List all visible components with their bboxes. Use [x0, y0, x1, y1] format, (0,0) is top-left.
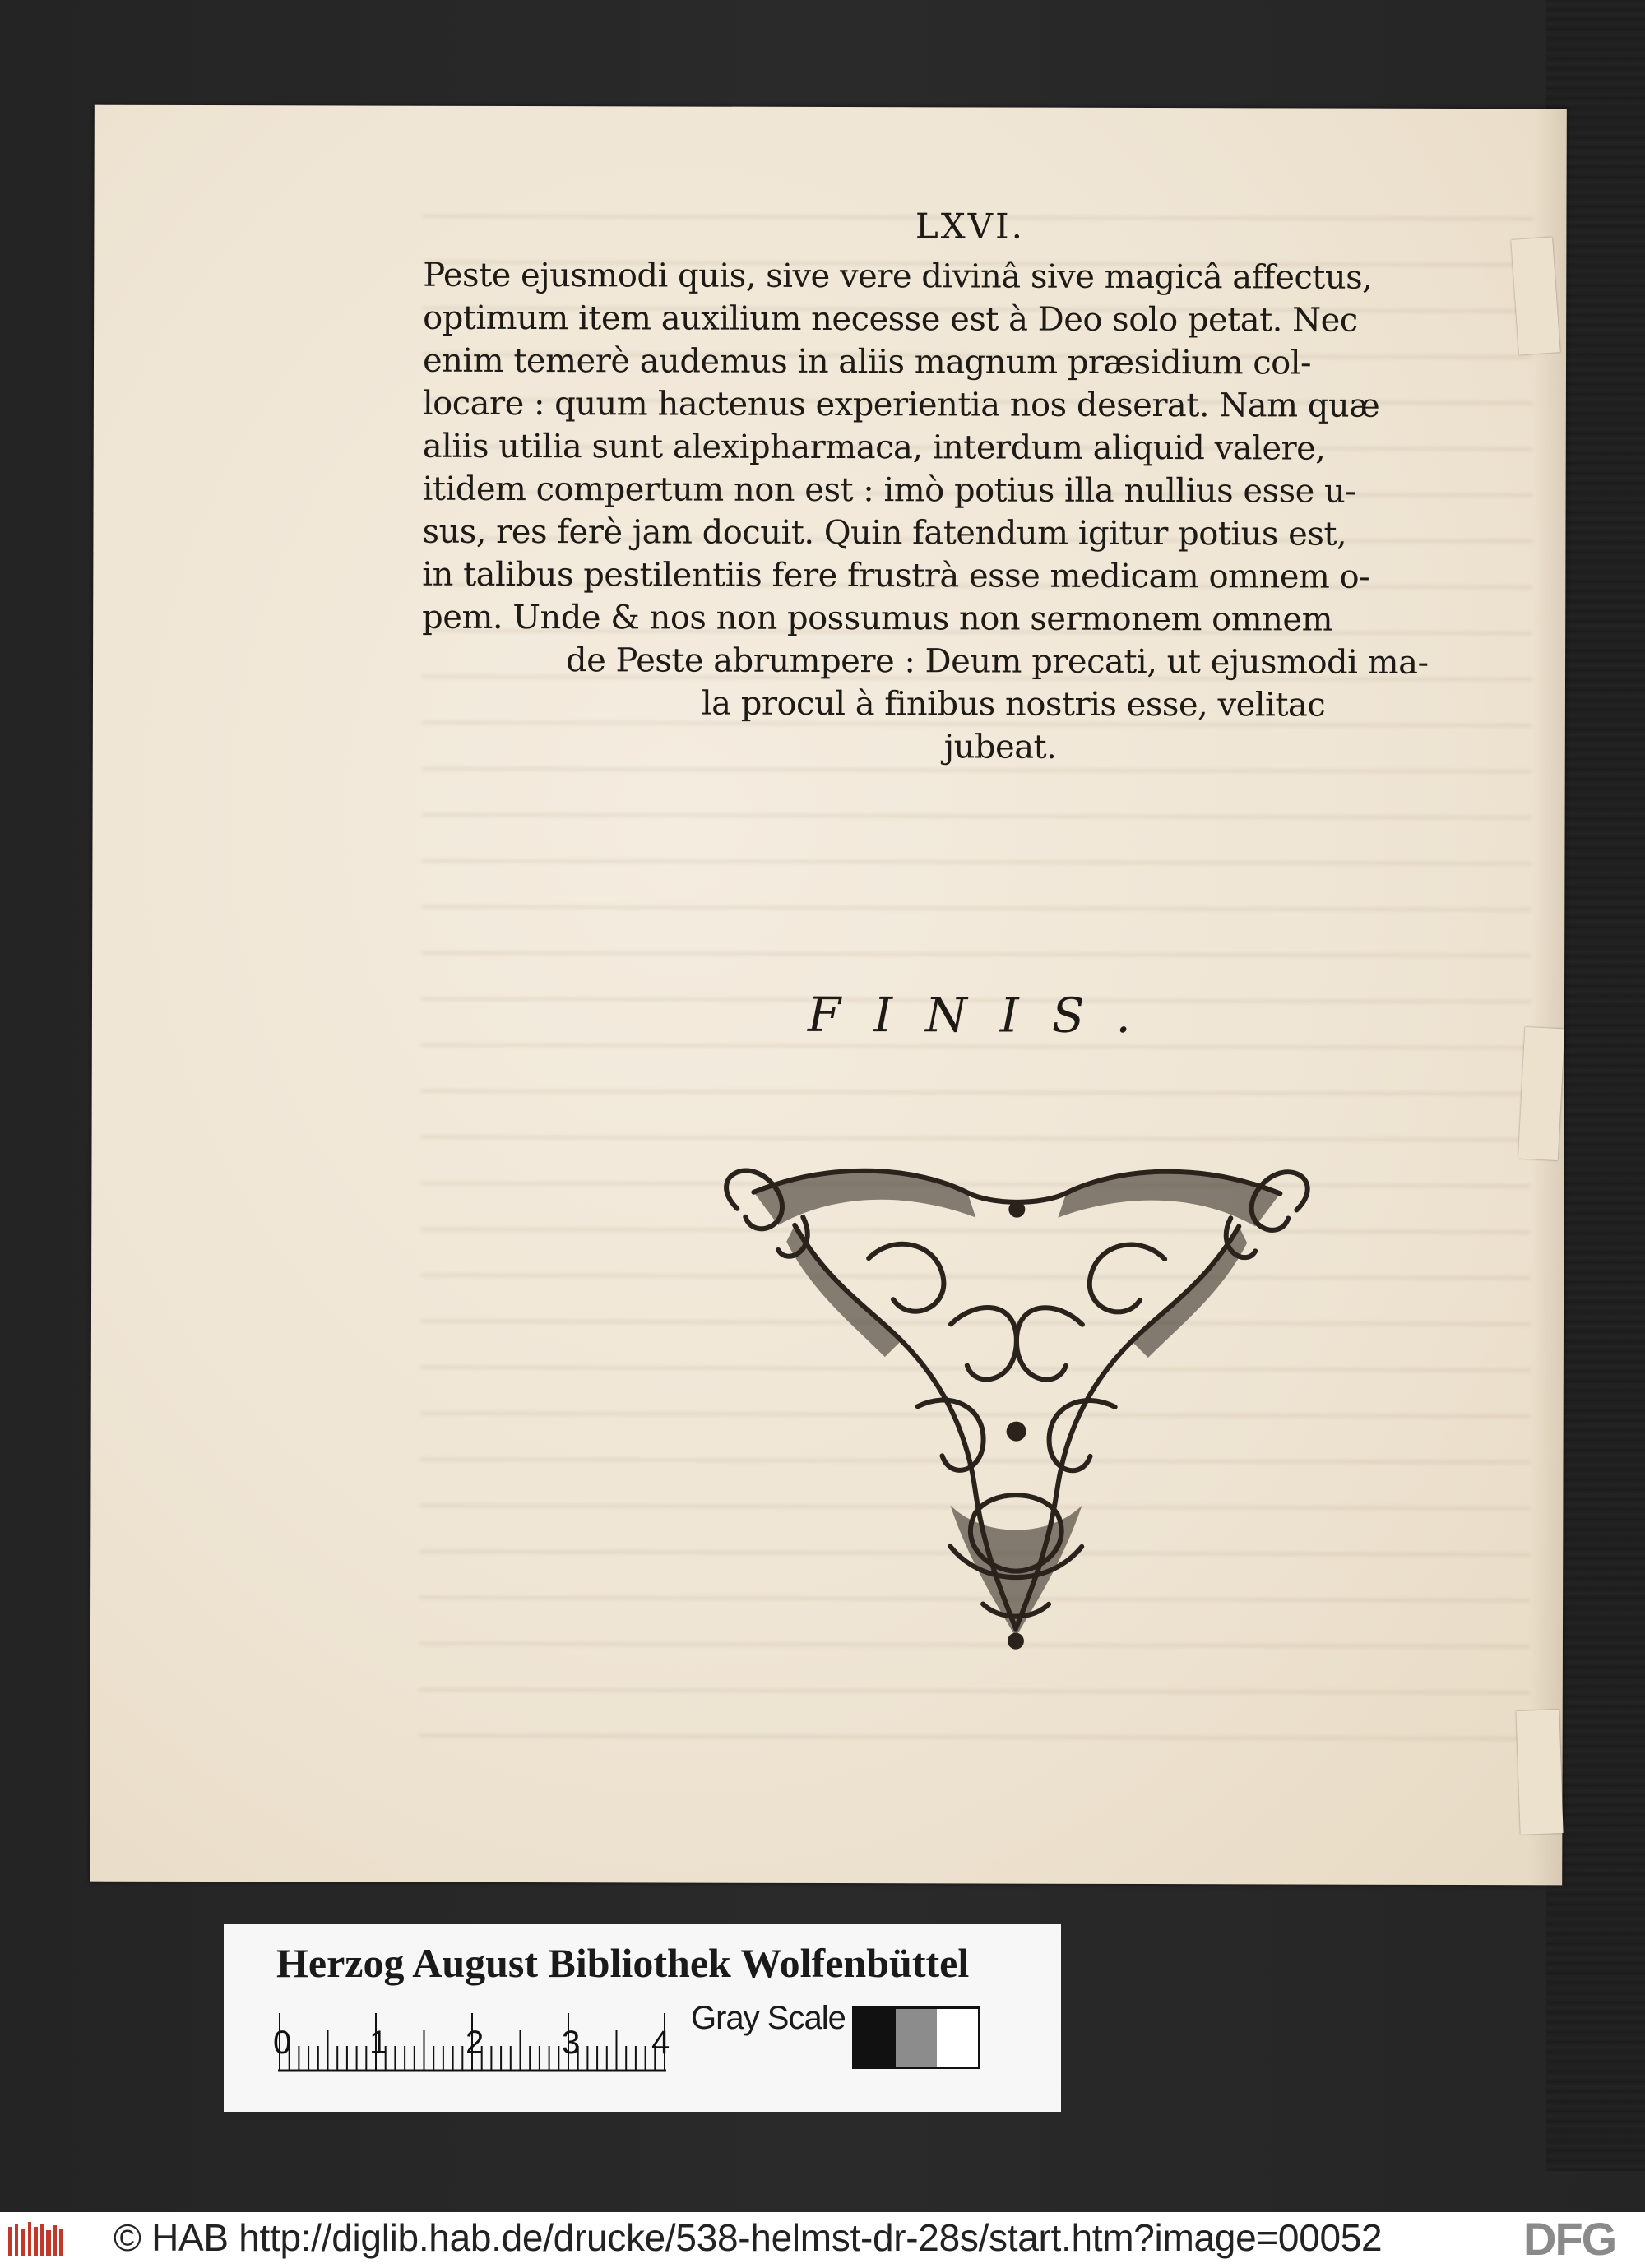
book-page [90, 105, 1567, 1886]
hab-barcode-icon [7, 2220, 64, 2260]
text-line: sus, res ferè jam docuit. Quin fatendum igitur potius est, [422, 512, 1347, 553]
page-tab [1511, 237, 1560, 354]
text-line: la procul à finibus nostris esse, velitac [701, 684, 1326, 724]
copyright-url: © HAB http://diglib.hab.de/drucke/538-helmst-dr-28s/start.htm?image=00052 [114, 2216, 1383, 2259]
text-line: itidem compertum non est : imò potius illa nullius esse u- [422, 470, 1356, 511]
gray-scale-label: Gray Scale [691, 2000, 846, 2036]
ruler-digit: 0 [273, 2025, 292, 2061]
gray-swatch-light [937, 2009, 978, 2067]
text-line: aliis utilia sunt alexipharmaca, interdum aliquid valere, [422, 427, 1326, 468]
gray-swatch-dark [855, 2009, 896, 2067]
ruler-digit: 2 [466, 2025, 484, 2061]
ruler-digit: 4 [651, 2025, 670, 2061]
text-line: optimum item auxilium necesse est à Deo solo petat. Nec [423, 299, 1358, 340]
page-text [422, 205, 1493, 770]
gray-swatch-mid [896, 2009, 937, 2067]
ornament-vignette [703, 1159, 1330, 1655]
footer-bar [0, 2212, 1645, 2268]
library-label-card [224, 1924, 1061, 2112]
dfg-logo: DFG [1523, 2213, 1616, 2265]
page-tab [1518, 1027, 1564, 1160]
text-line: pem. Unde & nos non possumus non sermonem omnem [422, 598, 1333, 639]
library-name: Herzog August Bibliothek Wolfenbüttel [276, 1940, 970, 1986]
text-line: enim temerè audemus in aliis magnum præsidium col- [422, 341, 1312, 382]
page-edge [1529, 109, 1567, 1885]
ruler-digit: 3 [562, 2025, 581, 2061]
page-tab [1516, 1710, 1563, 1835]
text-line: locare : quum hactenus experientia nos deserat. Nam quæ [422, 384, 1380, 425]
ruler-digit: 1 [369, 2025, 388, 2061]
text-line: jubeat. [943, 728, 1057, 766]
finis-text: FINIS. [807, 986, 1164, 1044]
section-heading: LXVI. [915, 206, 1026, 247]
text-line: Peste ejusmodi quis, sive vere divinâ sive magicâ affectus, [423, 256, 1373, 297]
text-line: in talibus pestilentiis fere frustrà esse medicam omnem o- [422, 555, 1370, 596]
text-line: de Peste abrumpere : Deum precati, ut ejusmodi ma- [566, 641, 1429, 682]
gray-scale-swatches [852, 2006, 980, 2069]
